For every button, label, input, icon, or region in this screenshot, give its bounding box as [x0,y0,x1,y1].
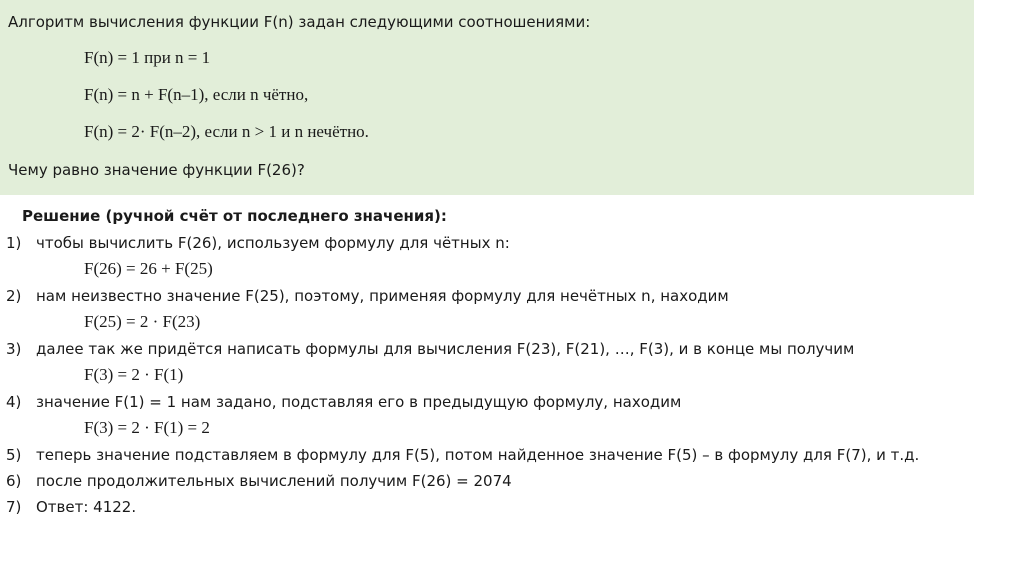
step-text: значение F(1) = 1 нам задано, подставляя его в предыдущую формулу, находим [36,393,682,411]
problem-statement-box [0,0,974,195]
step-number: 1) [6,234,22,252]
solution-title: Решение (ручной счёт от последнего значения): [22,207,447,225]
step-text: далее так же придётся написать формулы для вычисления F(23), F(21), …, F(3), и в конце мы получим [36,340,855,358]
solution-step [0,445,919,465]
step-number: 6) [6,472,22,490]
solution-step [0,339,854,359]
step-number: 5) [6,446,22,464]
solution-step [0,233,510,253]
step-text: чтобы вычислить F(26), используем формулу для чётных n: [36,234,510,252]
step-number: 2) [6,287,22,305]
step-number: 4) [6,393,22,411]
step-text: после продолжительных вычислений получим F(26) = 2074 [36,472,512,490]
step-formula: F(3) = 2 · F(1) [84,365,184,384]
formula-base-case: F(n) = 1 при n = 1 [84,48,211,67]
solution-step-answer [0,497,136,517]
step-text: нам неизвестно значение F(25), поэтому, применяя формулу для нечётных n, находим [36,287,729,305]
solution-step [0,471,512,491]
step-number: 7) [6,498,22,516]
problem-intro: Алгоритм вычисления функции F(n) задан следующими соотношениями: [8,13,591,31]
formula-odd-case: F(n) = 2· F(n–2), если n > 1 и n нечётно. [84,122,369,141]
step-formula: F(3) = 2 · F(1) = 2 [84,418,210,437]
formula-even-case: F(n) = n + F(n–1), если n чётно, [84,85,309,104]
step-text: теперь значение подставляем в формулу для F(5), потом найденное значение F(5) – в формулу для F(7), и т.д. [36,446,920,464]
step-formula: F(25) = 2 · F(23) [84,312,201,331]
step-number: 3) [6,340,22,358]
problem-question: Чему равно значение функции F(26)? [8,161,305,179]
solution-step [0,286,729,306]
answer-text: Ответ: 4122. [36,498,137,516]
step-formula: F(26) = 26 + F(25) [84,259,213,278]
solution-step [0,392,681,412]
